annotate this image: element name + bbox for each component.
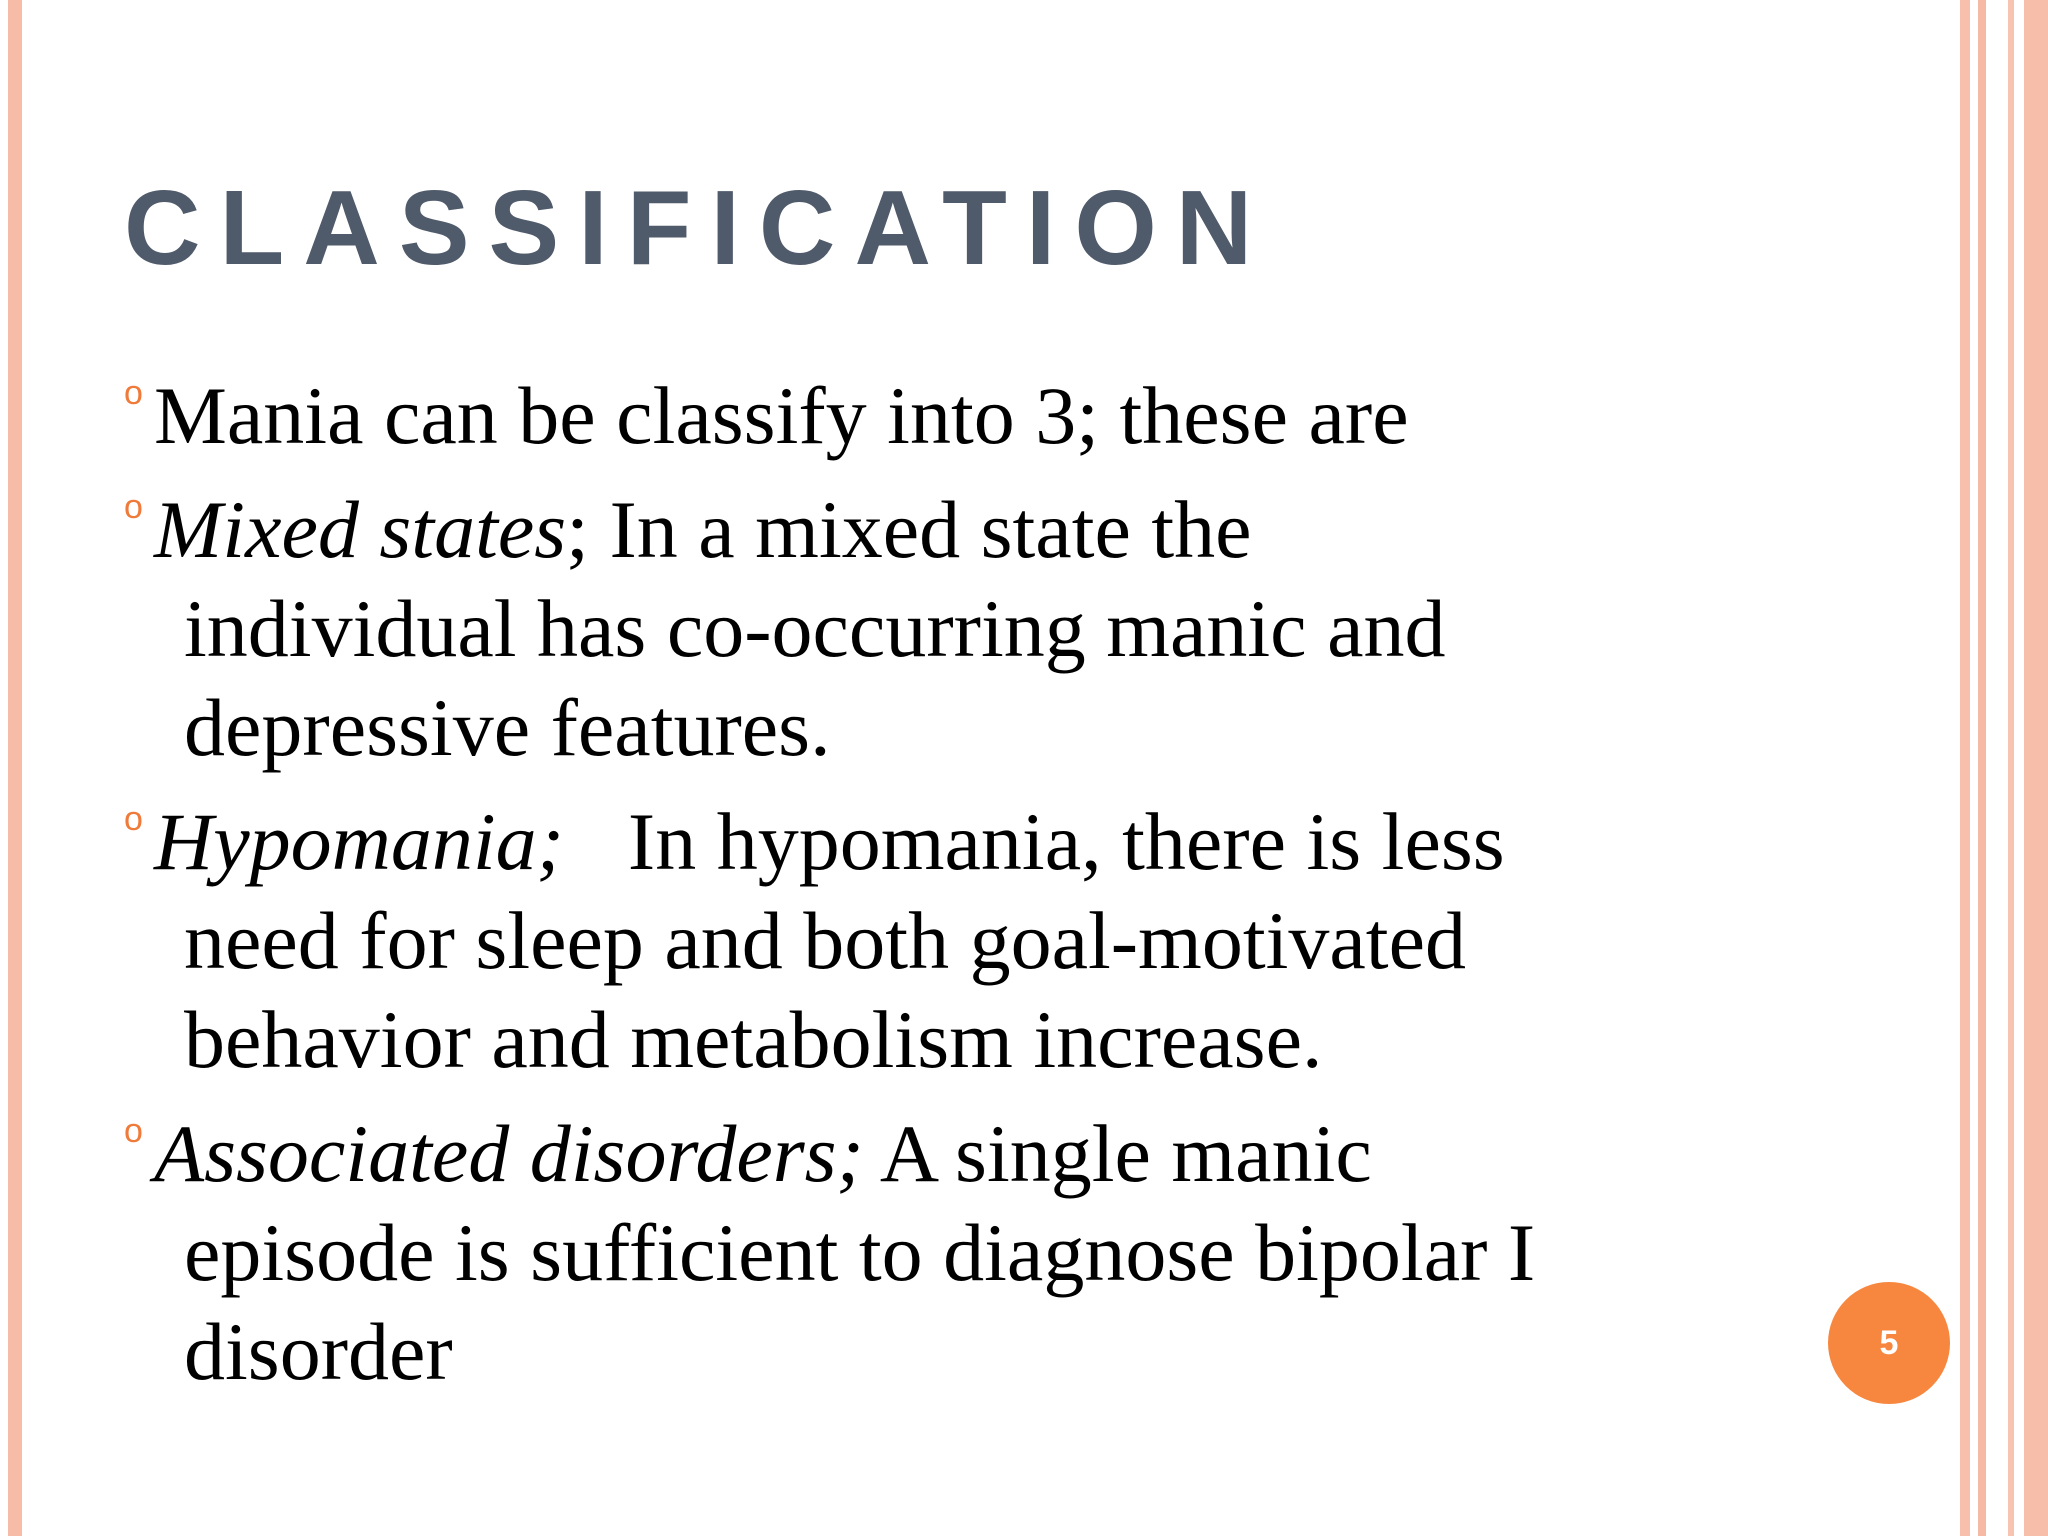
- bullet-list: [124, 366, 1724, 1401]
- bullet-item-hypomania: [124, 792, 1724, 1089]
- bullet-term: Associated disorders;: [154, 1108, 864, 1199]
- bullet-term: Hypomania;: [154, 796, 564, 887]
- left-decorative-stripe: [8, 0, 22, 1536]
- right-decorative-stripe: [2024, 0, 2048, 1536]
- bullet-continuation: episode is sufficient to diagnose bipolar I: [184, 1207, 1536, 1298]
- right-decorative-stripe: [2008, 0, 2014, 1536]
- bullet-item-associated-disorders: [124, 1104, 1724, 1401]
- bullet-text: ; In a mixed state the: [566, 484, 1252, 575]
- bullet-text: In hypomania, there is less: [627, 796, 1505, 887]
- right-decorative-stripe: [1960, 0, 1970, 1536]
- hollow-circle-bullet-icon: o: [124, 1112, 143, 1150]
- right-decorative-stripe: [1978, 0, 1986, 1536]
- bullet-continuation: individual has co-occurring manic and: [184, 583, 1446, 674]
- hollow-circle-bullet-icon: o: [124, 488, 143, 526]
- bullet-item-intro: [124, 366, 1724, 465]
- bullet-continuation: disorder: [184, 1306, 453, 1397]
- slide-title: CLASSIFICATION: [124, 169, 1272, 287]
- bullet-text: Mania can be classify into 3; these are: [154, 370, 1409, 461]
- bullet-continuation: depressive features.: [184, 682, 831, 773]
- page-number-badge: 5: [1828, 1282, 1950, 1404]
- bullet-continuation: behavior and metabolism increase.: [184, 994, 1323, 1085]
- hollow-circle-bullet-icon: o: [124, 374, 143, 412]
- bullet-continuation: need for sleep and both goal-motivated: [184, 895, 1466, 986]
- bullet-text: A single manic: [863, 1108, 1372, 1199]
- hollow-circle-bullet-icon: o: [124, 800, 143, 838]
- bullet-term: Mixed states: [154, 484, 567, 575]
- bullet-item-mixed-states: [124, 480, 1724, 777]
